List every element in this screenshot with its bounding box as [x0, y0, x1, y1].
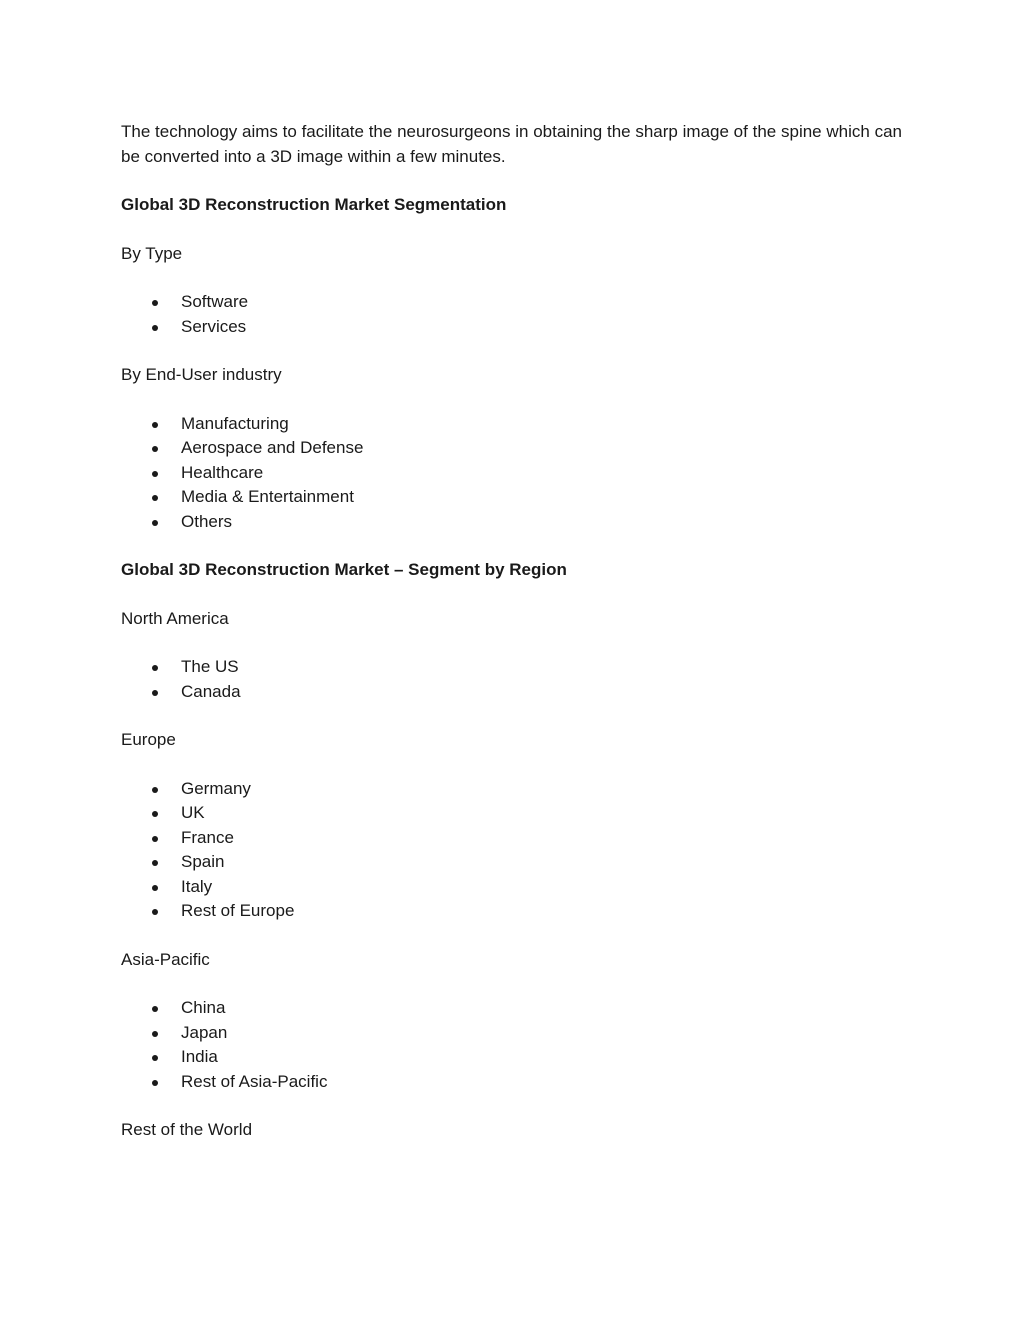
by-type-label: By Type: [121, 243, 183, 263]
by-type-list: [121, 290, 902, 339]
list-item: China: [121, 996, 902, 1021]
bullet-icon: [152, 520, 158, 526]
list-item: Software: [121, 290, 902, 315]
north-america-label: North America: [121, 608, 229, 628]
bullet-icon: [152, 885, 158, 891]
intro-paragraph: [121, 120, 902, 169]
bullet-icon: [152, 300, 158, 306]
list-item: France: [121, 826, 902, 851]
list-item: Healthcare: [121, 461, 902, 486]
asia-pacific-label: Asia-Pacific: [121, 949, 210, 969]
bullet-icon: [152, 495, 158, 501]
document-page: [121, 120, 902, 1167]
europe-label: Europe: [121, 730, 176, 749]
list-item: UK: [121, 801, 902, 826]
north-america-list: [121, 655, 902, 704]
bullet-icon: [152, 811, 158, 817]
bullet-icon: [152, 422, 158, 428]
segmentation-heading: Global 3D Reconstruction Market Segmentation: [121, 195, 507, 214]
by-end-user-label: By End-User industry: [121, 365, 282, 384]
list-item: Manufacturing: [121, 412, 902, 437]
bullet-icon: [152, 1006, 158, 1012]
region-heading: Global 3D Reconstruction Market – Segment by Region: [121, 560, 567, 579]
list-item: Japan: [121, 1021, 902, 1046]
bullet-icon: [152, 909, 158, 915]
europe-list: [121, 777, 902, 924]
list-item: India: [121, 1045, 902, 1070]
bullet-icon: [152, 665, 158, 671]
list-item: Aerospace and Defense: [121, 436, 902, 461]
bullet-icon: [152, 471, 158, 477]
bullet-icon: [152, 787, 158, 793]
bullet-icon: [152, 325, 158, 331]
list-item: Spain: [121, 850, 902, 875]
list-item: Rest of Asia-Pacific: [121, 1070, 902, 1095]
list-item: Germany: [121, 777, 902, 802]
list-item: The US: [121, 655, 902, 680]
list-item: Rest of Europe: [121, 899, 902, 924]
bullet-icon: [152, 836, 158, 842]
bullet-icon: [152, 690, 158, 696]
by-end-user-list: [121, 412, 902, 535]
list-item: Others: [121, 510, 902, 535]
bullet-icon: [152, 860, 158, 866]
bullet-icon: [152, 1031, 158, 1037]
bullet-icon: [152, 446, 158, 452]
list-item: Italy: [121, 875, 902, 900]
bullet-icon: [152, 1055, 158, 1061]
list-item: Canada: [121, 680, 902, 705]
asia-pacific-list: [121, 996, 902, 1094]
rest-of-world-label: Rest of the World: [121, 1120, 253, 1139]
list-item: Services: [121, 315, 902, 340]
list-item: Media & Entertainment: [121, 485, 902, 510]
bullet-icon: [152, 1080, 158, 1086]
intro-text: The technology aims to facilitate the neurosurgeons in obtaining the sharp image of the spine which can be converted into a 3D image within a few minutes.: [121, 122, 902, 166]
